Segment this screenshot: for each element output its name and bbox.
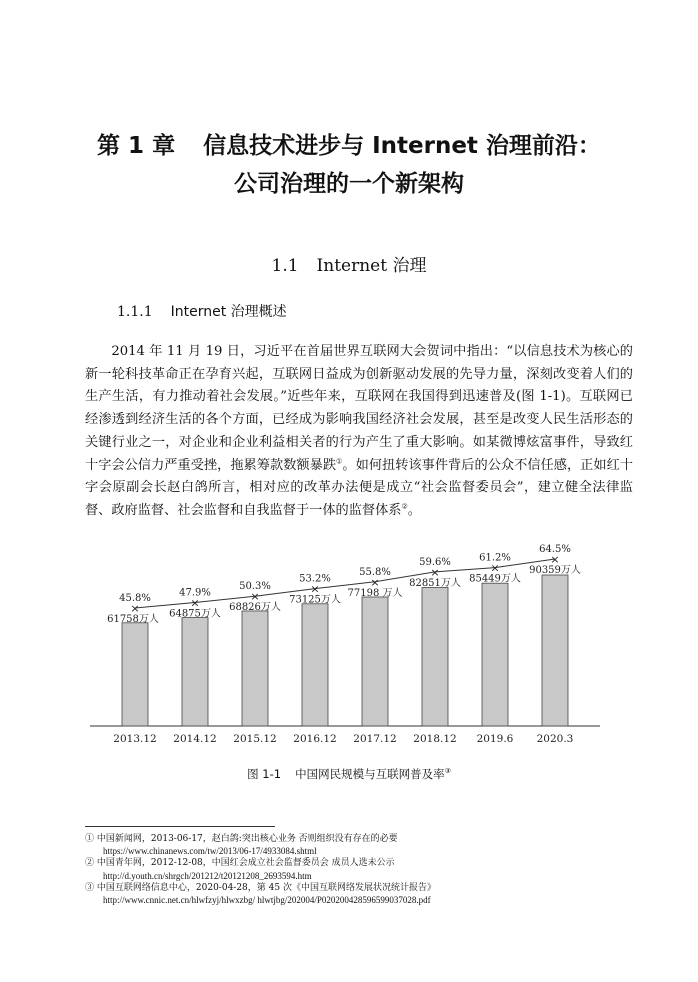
section-heading — [0, 251, 698, 276]
rate-label: 55.8% — [359, 566, 391, 578]
footnote-ref-2[interactable]: ② — [401, 502, 408, 511]
footnote-text: 中国新闻网，2013-06-17，赵白鸽:突出核心业务 否则组织没有存在的必要 — [96, 834, 398, 844]
x-tick-label: 2017.12 — [353, 733, 397, 745]
subsection-number: 1.1.1 — [117, 304, 153, 320]
bar-value-label: 73125万人 — [289, 594, 341, 606]
footnote-1 — [85, 833, 645, 857]
subsection-title: Internet 治理概述 — [170, 304, 287, 320]
footnote-3 — [85, 882, 645, 906]
bar-value-label: 68826万人 — [229, 602, 281, 614]
rate-point: × — [250, 590, 260, 604]
rate-label: 53.2% — [299, 573, 331, 585]
figure-caption-text: 中国网民规模与互联网普及率 — [295, 767, 445, 781]
subsection-heading — [117, 301, 287, 321]
rate-label: 47.9% — [179, 587, 211, 599]
figure-caption — [0, 766, 698, 782]
bar-value-label: 90359万人 — [529, 565, 581, 576]
rate-point: × — [430, 565, 440, 579]
rate-point: × — [130, 602, 140, 615]
x-tick-label: 2019.6 — [476, 733, 514, 745]
paragraph-text-3: 。 — [407, 502, 421, 518]
chapter-number: 第 1 章 — [97, 133, 176, 159]
bar-value-label: 77198 万人 — [347, 587, 403, 599]
bar — [362, 597, 388, 726]
rate-point: × — [490, 561, 500, 575]
rate-point: × — [310, 582, 320, 596]
rate-label: 50.3% — [239, 581, 271, 593]
bar — [182, 618, 208, 726]
bar — [302, 604, 328, 726]
internet-users-chart — [85, 540, 605, 750]
x-tick-label: 2015.12 — [233, 733, 277, 745]
footnote-url[interactable]: http://d.youth.cn/shrgch/201212/t20121208_2693594.htm — [103, 870, 312, 881]
bar-value-label: 64875万人 — [169, 608, 221, 620]
footnote-mark: ③ — [85, 882, 95, 893]
body-paragraph — [85, 341, 633, 523]
paragraph-text-1: 2014 年 11 月 19 日，习近平在首届世界互联网大会贺词中指出：“以信息技术为核心的新一轮科技革命正在孕育兴起，互联网日益成为创新驱动发展的先导力量，深刻改变着人们的生产生活，有力推动着社会发展。”近些年来，互联网在我国得到迅速普及(图 1-1)。互联网已经渗透到经济生活的各个方面，已经成为影响我国经济社会发展，甚至是改变人民生活形态的关键行业之一，对企业和企业利益相关者的行为产生了重大影响。如某微博炫富事件，导致红十字会公信力严重受挫，拖累筹款数额暴跌 — [85, 344, 633, 473]
chapter-title-line1 — [0, 127, 698, 165]
bar-value-label: 61758万人 — [107, 614, 159, 625]
rate-label: 59.6% — [419, 556, 451, 568]
x-tick-label: 2020.3 — [536, 733, 574, 745]
section-number: 1.1 — [271, 256, 299, 276]
footnote-ref-3[interactable]: ③ — [444, 767, 451, 776]
paragraph-text-2: 。如何扭转该事件背后的公众不信任感，正如红十字会原副会长赵白鸽所言，相对应的改革办法便是成立“社会监督委员会”，建立健全法律监督、政府监督、社会监督和自我监督于一体的监督体系 — [85, 457, 634, 518]
section-title: Internet 治理 — [316, 256, 427, 276]
x-tick-label: 2013.12 — [113, 733, 157, 745]
figure-number: 图 1-1 — [247, 767, 282, 781]
x-tick-label: 2018.12 — [413, 733, 457, 745]
footnote-2 — [85, 857, 645, 881]
footnote-url[interactable]: http://www.cnnic.net.cn/hlwfzyj/hlwxzbg/ hlwtjbg/202004/P020200428596599037028.pdf — [103, 895, 431, 906]
bar — [422, 588, 448, 726]
rate-label: 45.8% — [119, 593, 151, 604]
bar — [122, 623, 148, 726]
footnote-url[interactable]: https://www.chinanews.com/tw/2013/06-17/4933084.shtml — [103, 846, 317, 857]
bar — [482, 583, 508, 726]
rate-point: × — [550, 553, 560, 566]
footnotes — [85, 833, 645, 906]
footnote-mark: ① — [85, 834, 95, 844]
bar — [542, 575, 568, 726]
chapter-title — [0, 127, 698, 203]
rate-label: 61.2% — [479, 552, 511, 564]
chapter-title-text: 信息技术进步与 Internet 治理前沿： — [203, 133, 601, 159]
x-tick-label: 2016.12 — [293, 733, 337, 745]
rate-point: × — [190, 596, 200, 610]
bar-value-label: 85449万人 — [469, 573, 521, 585]
x-tick-label: 2014.12 — [173, 733, 217, 745]
footnote-mark: ② — [85, 858, 95, 869]
chapter-title-line2: 公司治理的一个新架构 — [234, 171, 464, 197]
rate-point: × — [370, 575, 380, 589]
footnote-divider — [85, 826, 275, 827]
footnote-text: 中国互联网络信息中心，2020-04-28，第 45 次《中国互联网络发展状况统计报告》 — [96, 882, 436, 893]
footnote-ref-1[interactable]: ① — [336, 457, 343, 466]
footnote-text: 中国青年网，2012-12-08，中国红会成立社会监督委员会 成员人选未公示 — [96, 858, 395, 869]
bar — [242, 611, 268, 726]
rate-label: 64.5% — [539, 544, 571, 555]
bar-value-label: 82851万人 — [409, 577, 461, 589]
